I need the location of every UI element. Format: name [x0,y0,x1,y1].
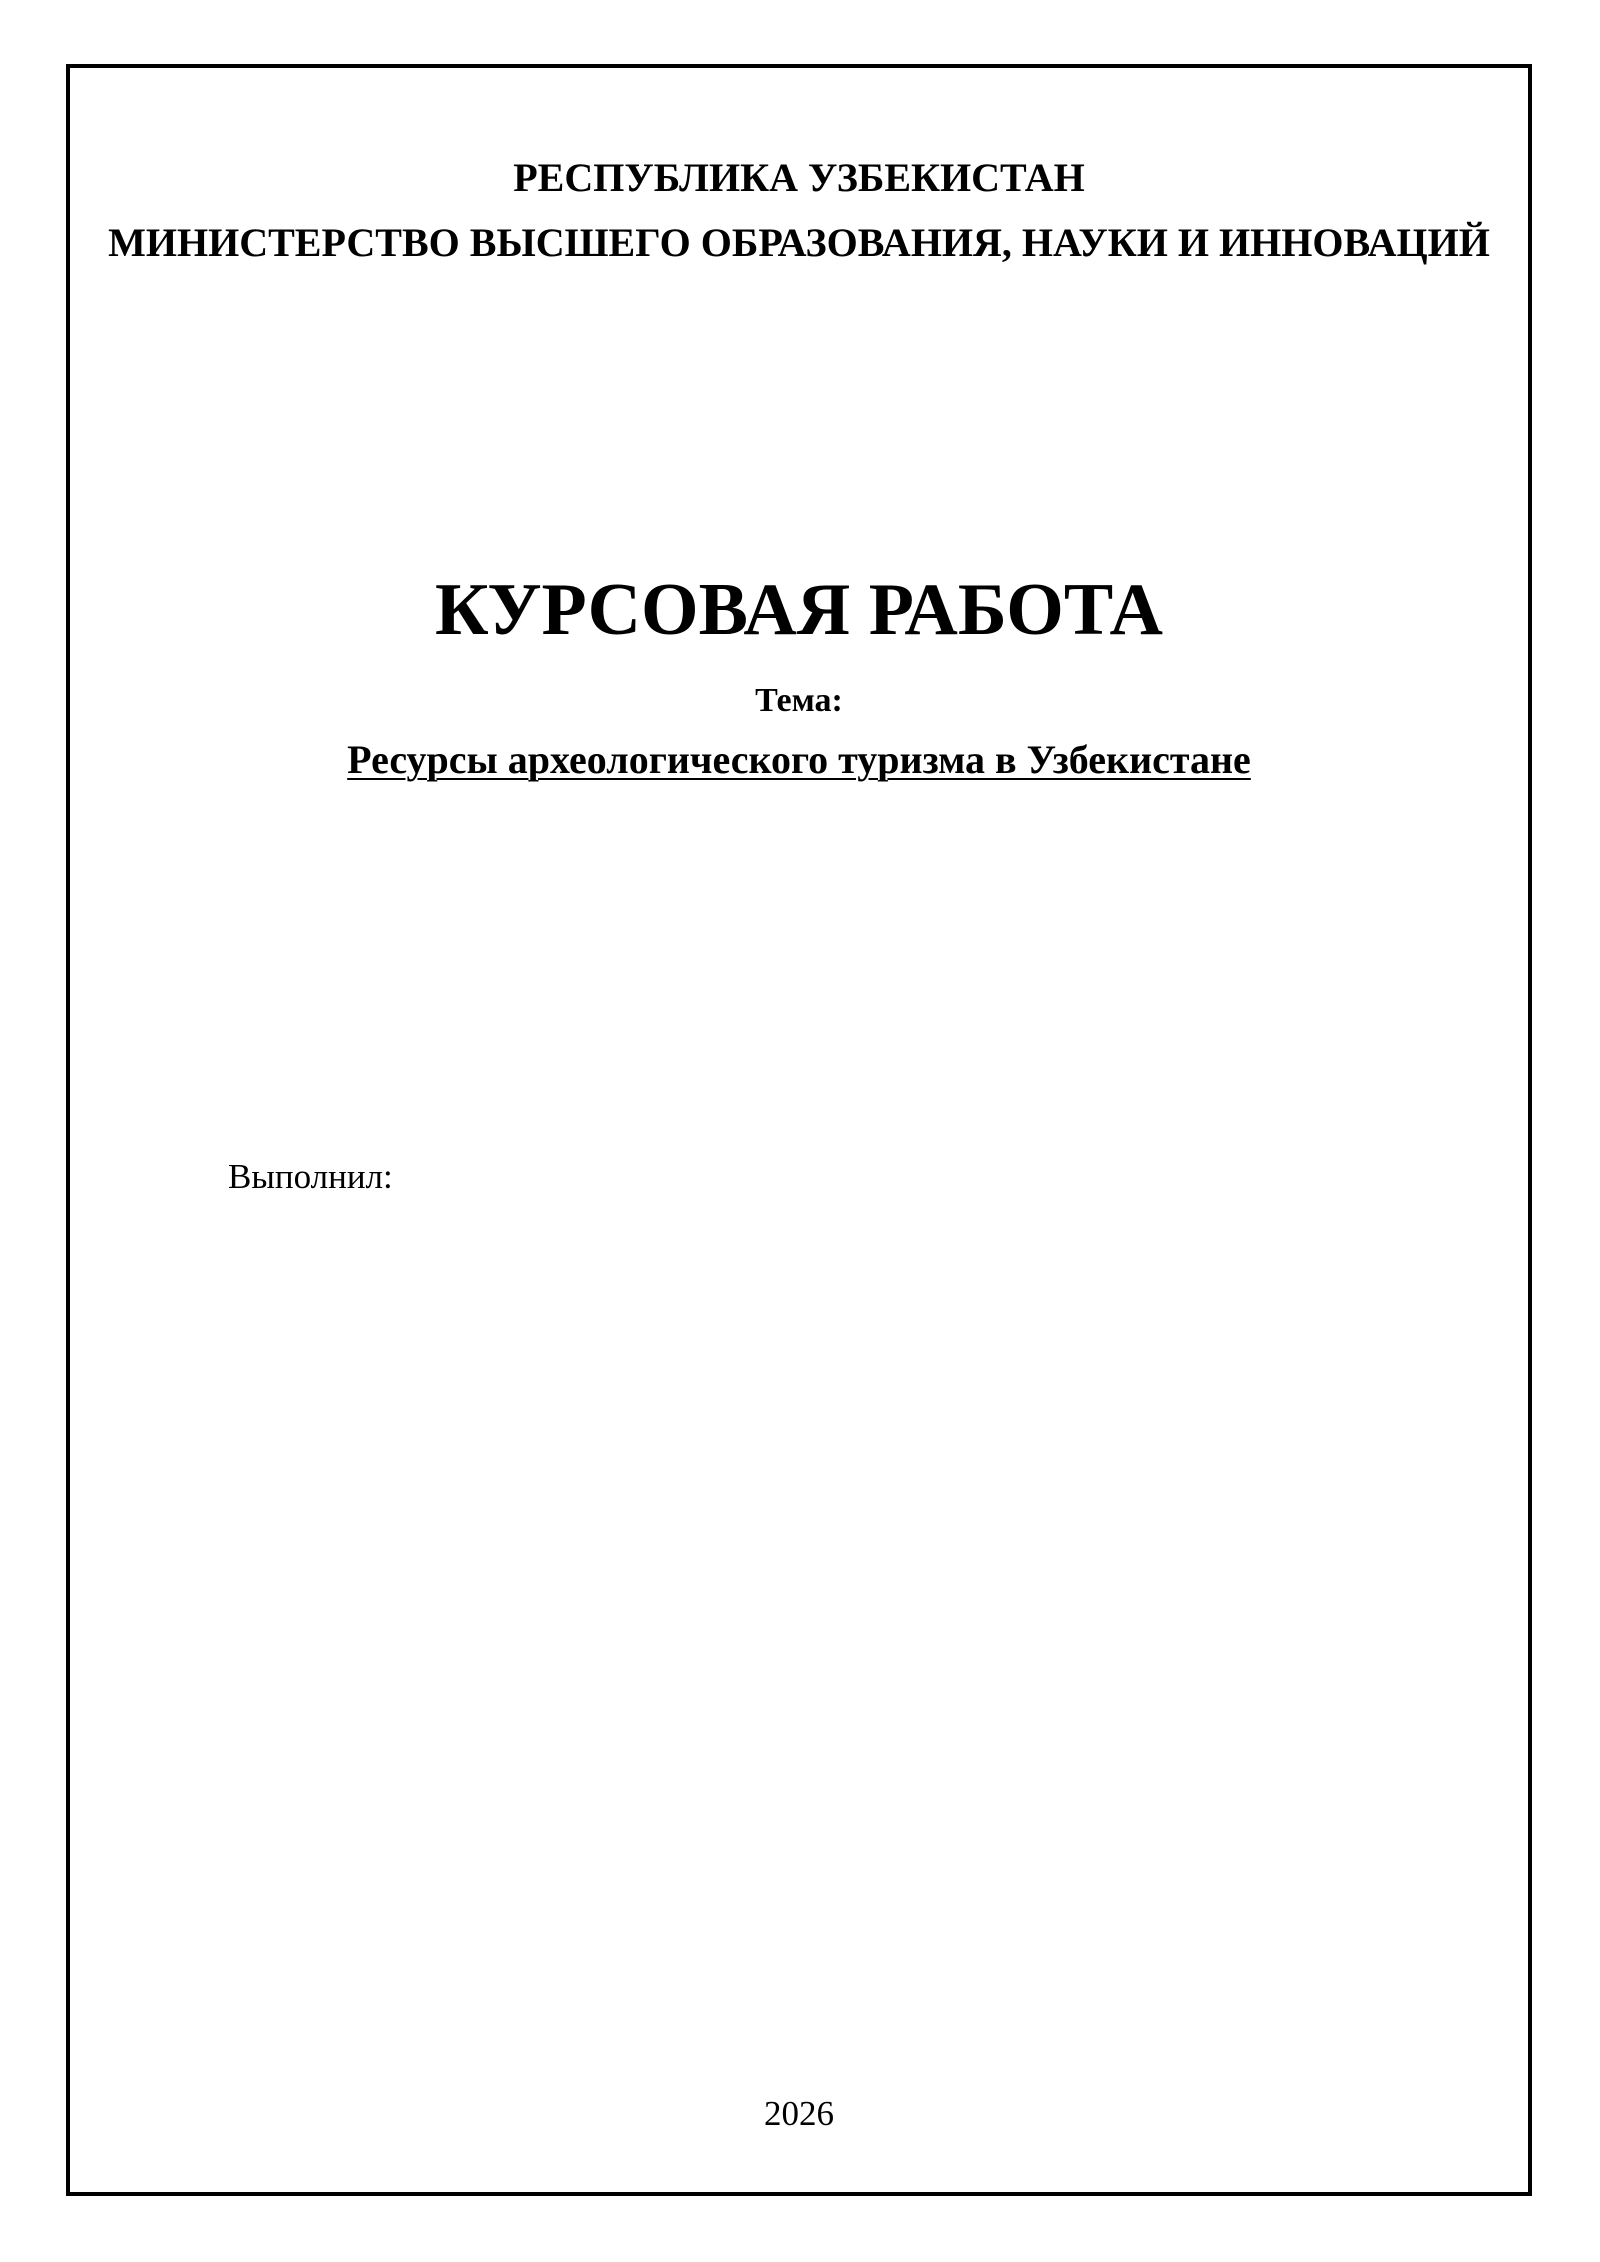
performed-by-label: Выполнил: [228,1157,393,1196]
country-heading: РЕСПУБЛИКА УЗБЕКИСТАН [513,155,1085,200]
year: 2026 [764,2094,834,2133]
theme-title-block [66,736,1532,784]
page-border [66,64,1532,2196]
theme-label: Тема: [755,682,843,719]
ministry-heading: МИНИСТЕРСТВО ВЫСШЕГО ОБРАЗОВАНИЯ, НАУКИ И ИННОВАЦИЙ [108,220,1490,265]
theme-title: Ресурсы археологического туризма в Узбекистане [347,737,1251,782]
document-type-title: КУРСОВАЯ РАБОТА [435,569,1163,651]
